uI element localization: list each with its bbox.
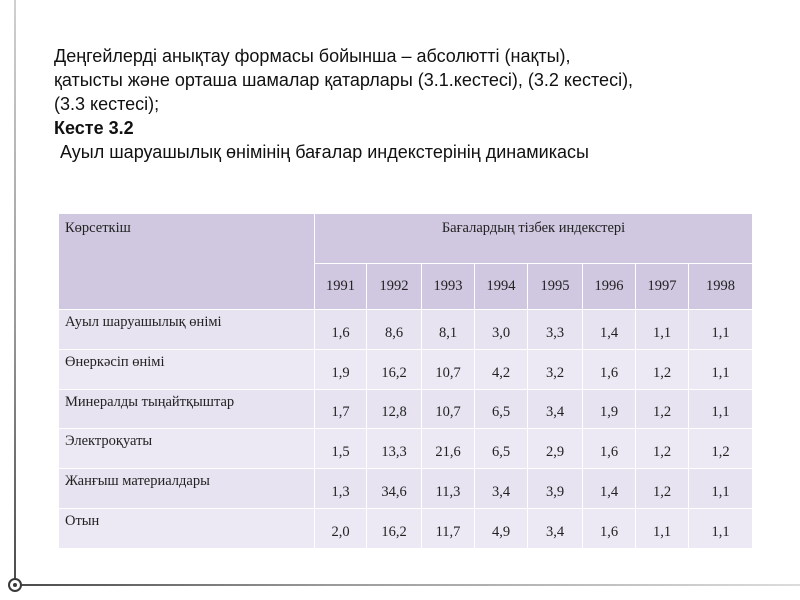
table-cell: 1,6 <box>315 310 367 350</box>
table-cell: 21,6 <box>422 429 475 469</box>
table-subtitle: Ауыл шаруашылық өнімінің бағалар индекстерінің динамикасы <box>60 142 589 162</box>
table-cell: 1,9 <box>583 389 636 429</box>
table-cell: 1,6 <box>583 429 636 469</box>
table-cell: 16,2 <box>367 349 422 389</box>
table-cell: 1,1 <box>689 469 753 509</box>
table-row <box>59 349 753 389</box>
table-cell: 1,2 <box>636 469 689 509</box>
slide-frame-corner-circle <box>8 578 22 592</box>
table-cell: 1,1 <box>636 509 689 549</box>
table-cell: 3,4 <box>475 469 528 509</box>
year-header: 1991 <box>315 264 367 310</box>
table-cell: 8,6 <box>367 310 422 350</box>
table-cell: 1,2 <box>689 429 753 469</box>
table-cell: 6,5 <box>475 389 528 429</box>
table-cell: 16,2 <box>367 509 422 549</box>
table-cell: 3,0 <box>475 310 528 350</box>
table-cell: 1,9 <box>315 349 367 389</box>
table-cell: 1,2 <box>636 389 689 429</box>
table-cell: 1,1 <box>689 310 753 350</box>
table-cell: 1,1 <box>689 509 753 549</box>
year-header: 1997 <box>636 264 689 310</box>
table-cell: 1,1 <box>689 349 753 389</box>
year-header: 1996 <box>583 264 636 310</box>
intro-line-1: Деңгейлерді анықтау формасы бойынша – абсолютті (нақты), <box>54 46 571 66</box>
table-cell: 3,2 <box>528 349 583 389</box>
table-cell: 1,2 <box>636 429 689 469</box>
year-header: 1993 <box>422 264 475 310</box>
row-label: Минералды тыңайтқыштар <box>59 389 315 429</box>
table-cell: 13,3 <box>367 429 422 469</box>
year-header: 1998 <box>689 264 753 310</box>
year-header: 1994 <box>475 264 528 310</box>
table-cell: 10,7 <box>422 349 475 389</box>
table-cell: 1,7 <box>315 389 367 429</box>
table-cell: 2,9 <box>528 429 583 469</box>
table-row <box>59 429 753 469</box>
table-cell: 1,4 <box>583 310 636 350</box>
table-title: Кесте 3.2 <box>54 118 134 138</box>
price-index-table <box>58 213 753 549</box>
table-cell: 10,7 <box>422 389 475 429</box>
indicator-column-header: Көрсеткіш <box>59 214 315 310</box>
table-cell: 6,5 <box>475 429 528 469</box>
intro-line-2: қатысты және орташа шамалар қатарлары (3.1.кестесі), (3.2 кестесі), <box>54 70 634 90</box>
slide-frame-left-line <box>14 0 16 585</box>
slide-frame-bottom-line <box>14 584 800 586</box>
table-cell: 8,1 <box>422 310 475 350</box>
row-label: Отын <box>59 509 315 549</box>
year-header: 1995 <box>528 264 583 310</box>
table-cell: 4,9 <box>475 509 528 549</box>
table-cell: 1,1 <box>689 389 753 429</box>
row-label: Ауыл шаруашылық өнімі <box>59 310 315 350</box>
slide-text-block <box>54 44 774 164</box>
row-label: Өнеркәсіп өнімі <box>59 349 315 389</box>
table-row <box>59 389 753 429</box>
chain-index-group-header: Бағалардың тізбек индекстері <box>315 214 753 264</box>
table-cell: 1,6 <box>583 509 636 549</box>
table-cell: 11,7 <box>422 509 475 549</box>
table-cell: 3,4 <box>528 389 583 429</box>
table-row <box>59 310 753 350</box>
table-cell: 1,6 <box>583 349 636 389</box>
table-cell: 1,4 <box>583 469 636 509</box>
table-cell: 12,8 <box>367 389 422 429</box>
table-cell: 34,6 <box>367 469 422 509</box>
table-cell: 4,2 <box>475 349 528 389</box>
table-cell: 2,0 <box>315 509 367 549</box>
table-cell: 3,9 <box>528 469 583 509</box>
row-label: Жанғыш материалдары <box>59 469 315 509</box>
year-header: 1992 <box>367 264 422 310</box>
intro-line-3: (3.3 кестесі); <box>54 94 160 114</box>
row-label: Электроқуаты <box>59 429 315 469</box>
table-row <box>59 509 753 549</box>
table-cell: 1,2 <box>636 349 689 389</box>
table-cell: 11,3 <box>422 469 475 509</box>
table-cell: 1,5 <box>315 429 367 469</box>
table-cell: 1,3 <box>315 469 367 509</box>
table-row <box>59 469 753 509</box>
table-cell: 3,3 <box>528 310 583 350</box>
table-cell: 3,4 <box>528 509 583 549</box>
table-cell: 1,1 <box>636 310 689 350</box>
